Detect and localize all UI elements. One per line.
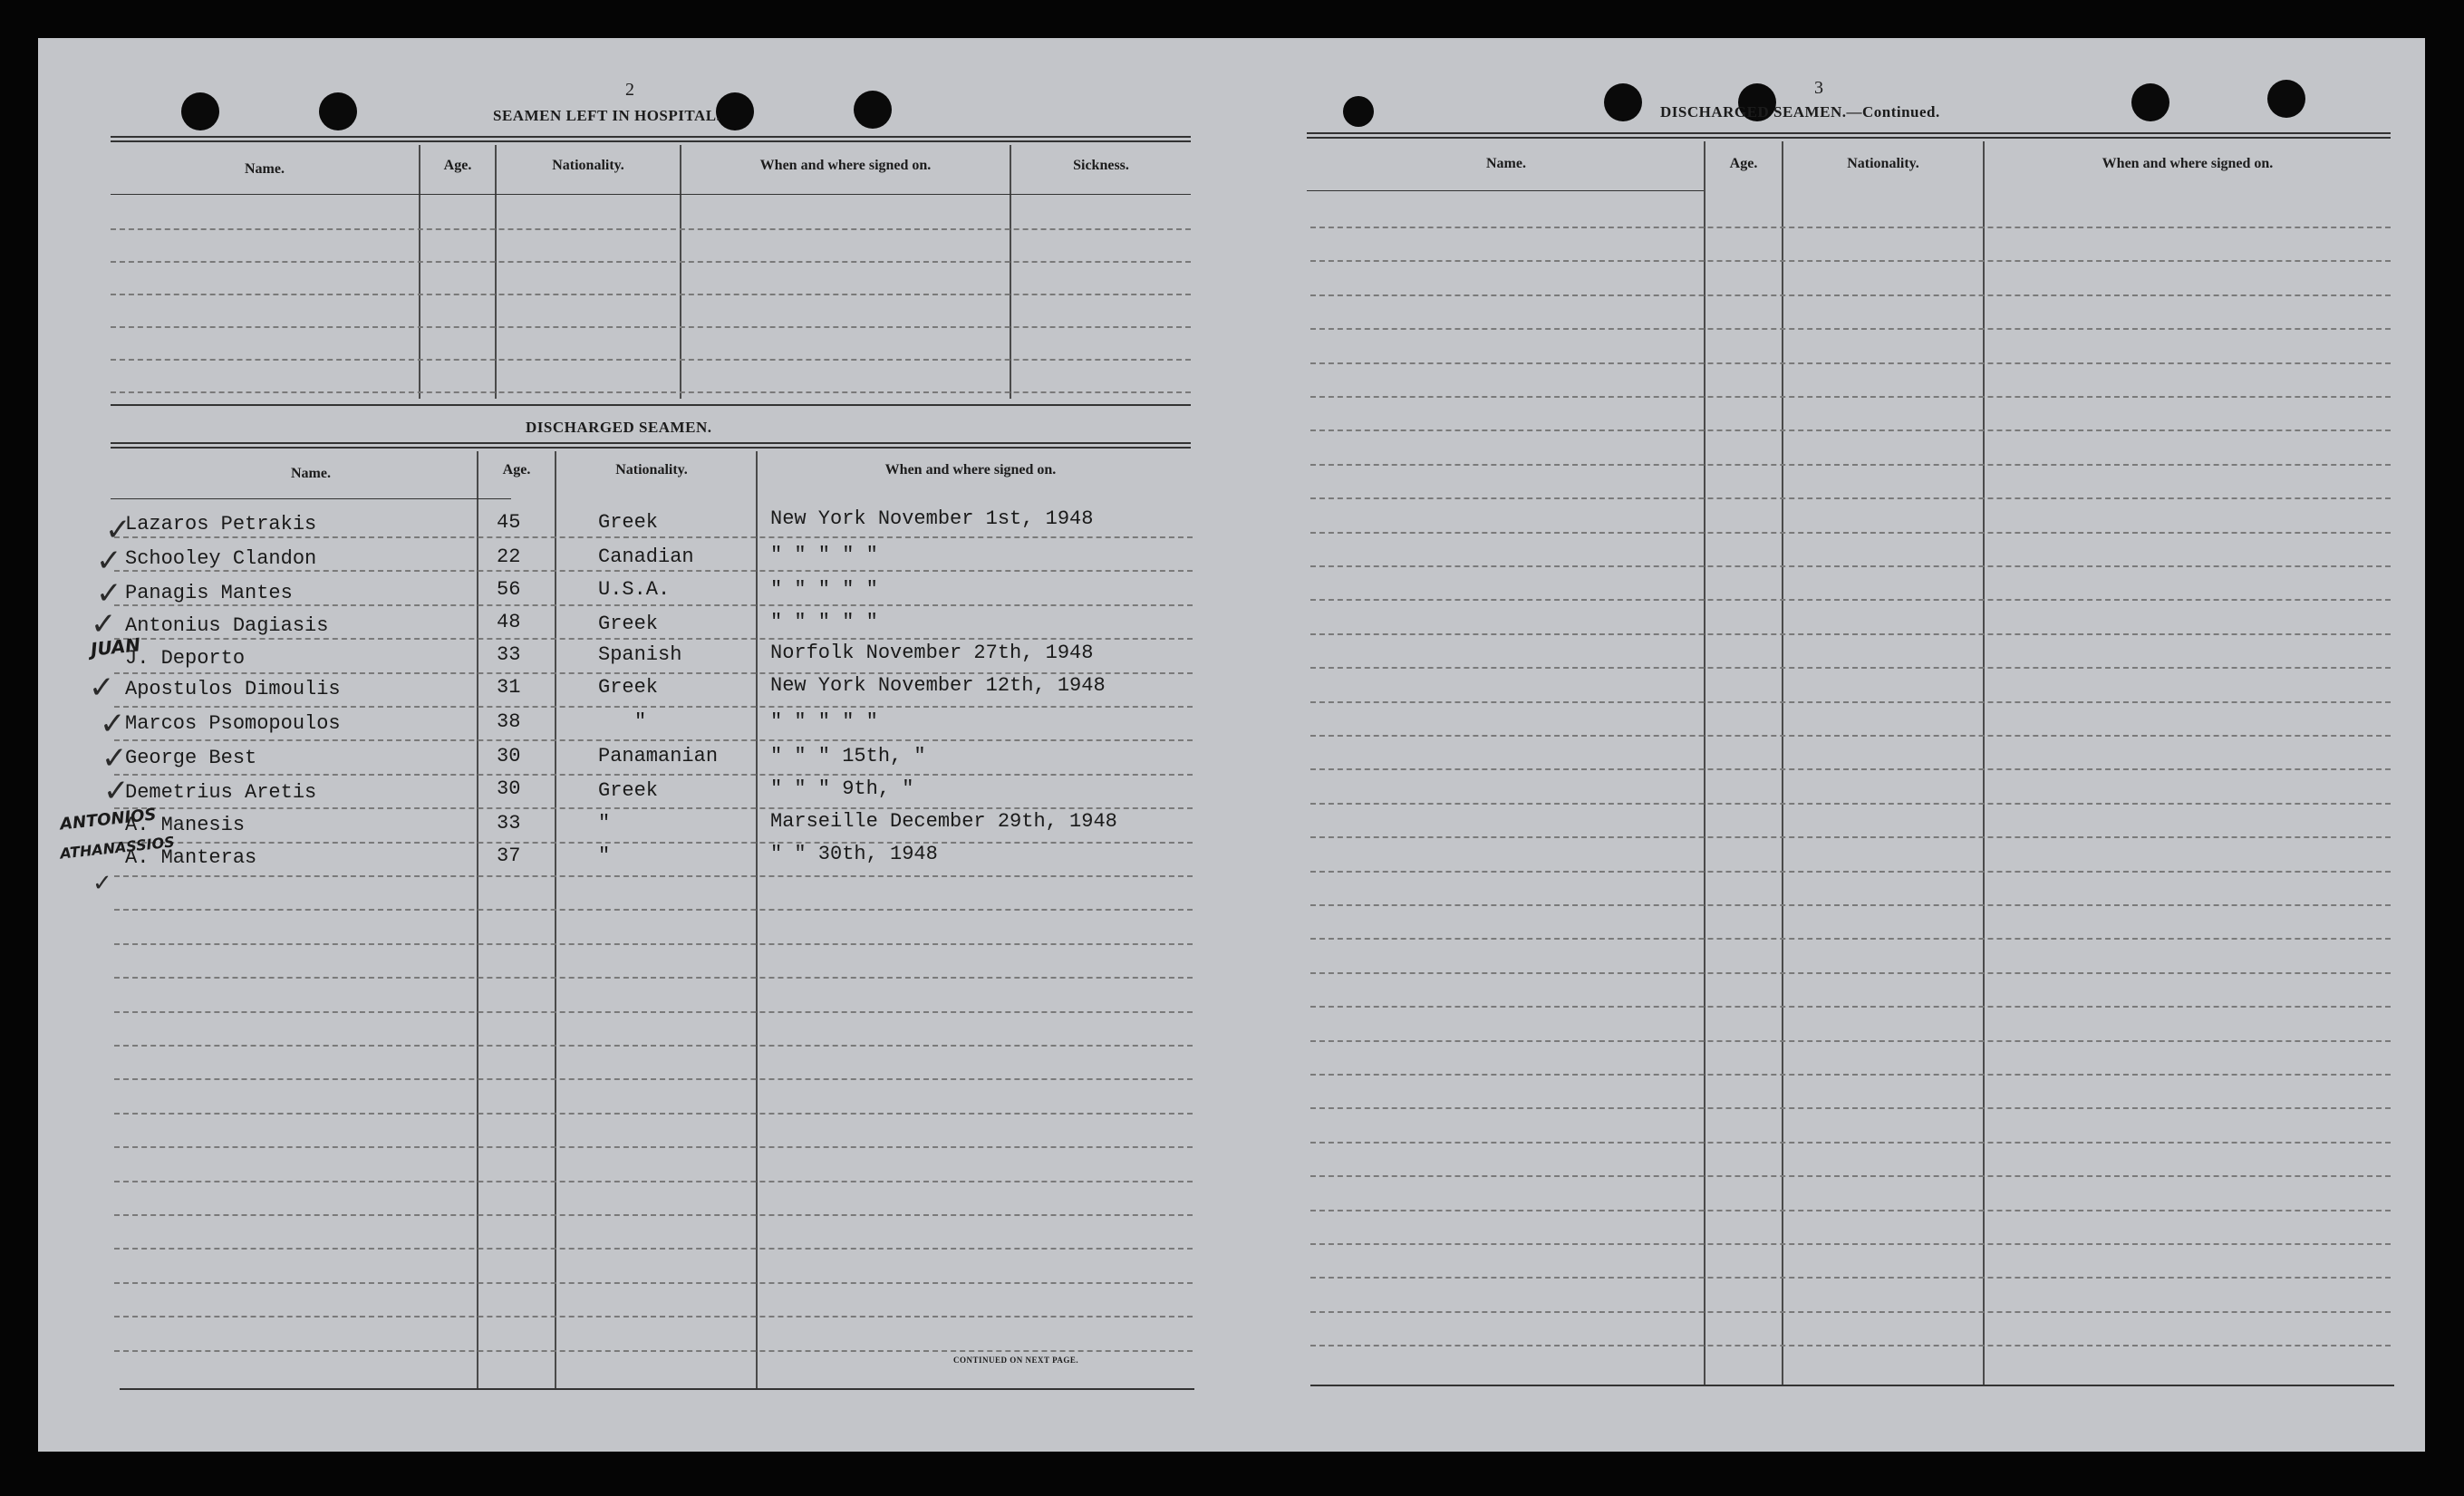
ruled-line [1310,1311,2391,1313]
discharged-col-name: Name. [291,466,331,481]
handwritten-athanassios: ATHANASSIOS [59,833,176,863]
ruled-line [114,1350,1193,1352]
ruled-line [114,739,1193,741]
right-col-nationality: Nationality. [1847,156,1919,171]
ruled-line [1310,768,2391,770]
hospital-col-nationality: Nationality. [552,158,624,173]
ruled-line [1310,362,2391,364]
handwritten-antonios: ANTONIOS [59,805,158,835]
page-number-right: 3 [1814,78,1823,98]
ruled-line [1310,227,2391,228]
hospital-section-title: SEAMEN LEFT IN HOSPITAL. [493,107,721,124]
ruled-line [1310,1107,2391,1109]
right-col-age: Age. [1729,156,1758,171]
ruled-line [114,1214,1193,1216]
discharged-bottom-rule [120,1388,1194,1390]
ruled-line [111,294,1191,295]
ruled-line [1310,1175,2391,1177]
punch-hole [2267,80,2305,118]
seaman-name: Lazaros Petrakis [125,513,317,536]
ruled-line [1310,1006,2391,1008]
document-sheet [38,38,2425,1452]
ruled-line [1310,803,2391,805]
ruled-line [1310,701,2391,703]
seaman-signed-on: " " " " " [770,710,878,733]
seaman-nationality: Greek [598,613,659,635]
ruled-line [1310,1142,2391,1144]
seaman-signed-on: " " " " " [770,611,878,633]
discharged-header-rule [111,498,511,499]
seaman-name: Marcos Psomopoulos [125,712,341,735]
ruled-line [114,570,1193,572]
checkmark-icon: ✓ [91,606,117,642]
ruled-line [114,1113,1193,1115]
seaman-nationality: " [598,845,611,867]
punch-hole [319,92,357,130]
discharged-continued-title: DISCHARGED SEAMEN.—Continued. [1660,103,1940,121]
hospital-divider [680,145,681,399]
hospital-bottom-rule [111,404,1191,406]
seaman-age: 30 [497,745,521,767]
ruled-line [114,1011,1193,1013]
ruled-line [114,1181,1193,1182]
ruled-line [1310,396,2391,398]
ruled-line [114,1146,1193,1148]
punch-hole [2131,83,2169,121]
seaman-signed-on: Norfolk November 27th, 1948 [770,642,1094,664]
ruled-line [1310,904,2391,906]
seaman-nationality: Canadian [598,545,694,568]
seaman-nationality: " [634,710,647,733]
seaman-name: Panagis Mantes [125,582,293,604]
ruled-line [1310,1277,2391,1279]
seaman-signed-on: " " 30th, 1948 [770,843,938,865]
checkmark-icon: ✓ [103,773,130,809]
seaman-age: 37 [497,845,521,867]
checkmark-icon: ✓ [89,670,115,706]
hospital-top-rule [111,136,1191,142]
ruled-line [114,774,1193,776]
discharged-col-signed-on: When and where signed on. [884,462,1057,478]
ruled-line [114,943,1193,945]
right-col-signed-on: When and where signed on. [2102,156,2274,171]
page-number-left: 2 [625,80,634,100]
seaman-signed-on: " " " 9th, " [770,777,914,800]
ruled-line [114,875,1193,877]
ruled-line [111,326,1191,328]
seaman-nationality: " [598,812,611,835]
seaman-name: J. Deporto [125,647,246,670]
seaman-name: Apostulos Dimoulis [125,678,341,700]
checkmark-icon: ✓ [100,706,126,742]
seaman-name: Schooley Clandon [125,547,317,570]
discharged-section-title: DISCHARGED SEAMEN. [526,419,712,436]
seaman-nationality: U.S.A. [598,578,671,601]
handwritten-juan: JUAN [89,633,142,661]
punch-hole [854,91,892,129]
seaman-name: Antonius Dagiasis [125,614,329,637]
seaman-age: 48 [497,611,521,633]
ruled-line [1310,1040,2391,1042]
hospital-divider [419,145,420,399]
ruled-line [1310,633,2391,635]
checkmark-icon: ✓ [96,575,122,612]
ruled-line [114,1282,1193,1284]
checkmark-icon: ✓ [105,512,131,548]
ruled-line [1310,599,2391,601]
ruled-line [1310,429,2391,431]
seaman-nationality: Spanish [598,643,682,666]
seaman-age: 45 [497,511,521,534]
right-col-name: Name. [1486,156,1526,171]
ruled-line [1310,532,2391,534]
ruled-line [114,1078,1193,1080]
ruled-line [1310,497,2391,499]
continued-footnote: CONTINUED ON NEXT PAGE. [953,1356,1079,1365]
discharged-col-age: Age. [502,462,531,478]
seaman-name: Demetrius Aretis [125,781,317,804]
seaman-age: 33 [497,643,521,666]
seaman-nationality: Greek [598,511,659,534]
ruled-line [1310,328,2391,330]
seaman-age: 38 [497,710,521,733]
seaman-name: George Best [125,747,257,769]
ruled-line [114,638,1193,640]
ruled-line [1310,1345,2391,1346]
ruled-line [1310,260,2391,262]
ruled-line [1310,1243,2391,1245]
seaman-age: 56 [497,578,521,601]
seaman-signed-on: Marseille December 29th, 1948 [770,810,1117,833]
ruled-line [114,977,1193,979]
checkmark-icon: ✓ [92,870,112,897]
seaman-signed-on: " " " 15th, " [770,745,926,767]
seaman-name: A. Manteras [125,846,257,869]
ruled-line [1310,1074,2391,1076]
seaman-signed-on: " " " " " [770,544,878,566]
ruled-line [1310,667,2391,669]
seaman-age: 31 [497,676,521,699]
ruled-line [114,842,1193,844]
ruled-line [111,359,1191,361]
ruled-line [114,1248,1193,1250]
checkmark-icon: ✓ [101,740,128,777]
seaman-nationality: Panamanian [598,745,719,767]
discharged-top-rule [111,442,1191,449]
ruled-line [114,1045,1193,1047]
ruled-line [111,391,1191,393]
punch-hole [181,92,219,130]
ruled-line [114,1316,1193,1317]
seaman-signed-on: " " " " " [770,578,878,601]
punch-hole [1604,83,1642,121]
right-header-rule [1307,190,1704,191]
ruled-line [111,228,1191,230]
hospital-col-name: Name. [245,161,285,177]
right-bottom-rule [1310,1385,2394,1386]
hospital-col-sickness: Sickness. [1073,158,1129,173]
ruled-line [1310,735,2391,737]
ruled-line [114,706,1193,708]
ruled-line [1310,836,2391,838]
ruled-line [114,909,1193,911]
hospital-col-signed-on: When and where signed on. [759,158,932,173]
ruled-line [114,536,1193,538]
ruled-line [1310,938,2391,940]
seaman-age: 30 [497,777,521,800]
ruled-line [114,604,1193,606]
ruled-line [1310,1210,2391,1211]
ruled-line [114,807,1193,809]
seaman-name: A. Manesis [125,814,246,836]
seaman-nationality: Greek [598,676,659,699]
ruled-line [1310,294,2391,296]
ruled-line [1310,565,2391,567]
seaman-age: 33 [497,812,521,835]
right-top-rule [1307,132,2391,139]
seaman-nationality: Greek [598,779,659,802]
punch-hole [1343,96,1374,127]
ruled-line [1310,871,2391,873]
seaman-signed-on: New York November 1st, 1948 [770,507,1094,530]
ruled-line [1310,464,2391,466]
checkmark-icon: ✓ [96,543,122,579]
hospital-divider [495,145,497,399]
ruled-line [111,261,1191,263]
seaman-signed-on: New York November 12th, 1948 [770,674,1106,697]
seaman-age: 22 [497,545,521,568]
hospital-divider [1010,145,1011,399]
punch-hole [716,92,754,130]
ruled-line [1310,972,2391,974]
hospital-col-age: Age. [443,158,472,173]
hospital-header-rule [111,194,1191,195]
discharged-col-nationality: Nationality. [615,462,688,478]
